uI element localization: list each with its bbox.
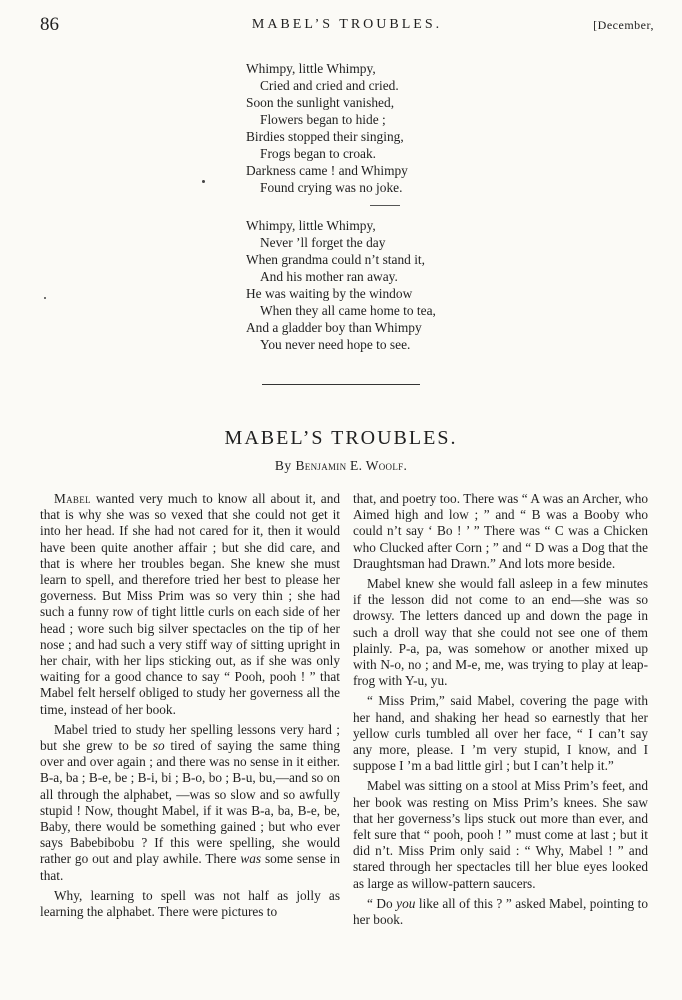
running-header (40, 14, 654, 40)
stanza-divider (370, 205, 400, 206)
poem-stanza-1 (246, 60, 546, 196)
paragraph: Mabel was sitting on a stool at Miss Prim’s feet, and her book was resting on Miss Prim’s knees. She saw that her governess’s lips stuck out more than ever, and felt sure that “ pooh, pooh ! ” must come at last ; but it did n’t. Miss Prim only said : “ Why, Mabel ! ” and stared through her spectacles till her blue eyes looked as large as willow-pattern saucers. (353, 778, 648, 891)
poem-line: Frogs began to croak. (260, 146, 377, 161)
print-speck (44, 297, 46, 299)
print-speck (202, 180, 205, 183)
paragraph-text: “ Do (367, 895, 397, 911)
poem-line: Never ’ll forget the day (260, 235, 386, 250)
paragraph-text: Mabel tried to study her spelling lessons very hard ; but she grew to be (40, 721, 340, 754)
poem-line: When grandma could n’t stand it, (246, 252, 425, 267)
poem-line: You never need hope to see. (260, 337, 411, 352)
paragraph: Mabel knew she would fall asleep in a few minutes if the lesson did not come to an end—she was so drowsy. The letters danced up and down the page in such a droll way that she could not see one of them plainly. P-a, pa, was somehow or another mixed up with N-o, no ; and M-e, me, was trying to play at leap-frog with Y-u, yu. (353, 576, 648, 689)
poem-line: Whimpy, little Whimpy, (246, 61, 376, 76)
paragraph-text: some sense in that. (40, 851, 340, 883)
poem-line: Birdies stopped their singing, (246, 129, 404, 144)
running-title: MABEL’S TROUBLES. (251, 17, 443, 32)
poem-line: When they all came home to tea, (260, 303, 436, 318)
poem-line: Found crying was no joke. (260, 180, 403, 195)
paragraph-text: wanted very much to know all about it, and that is why she was so vexed that she could not get it into her head. If she had not cared for it, then it would have been quite another affair ; but she did care, and that is where her troubles began. She knew she must learn to spell, and therefore tried her best to please her governess. But Miss Prim was so very thin ; she had such a funny row of tight little curls on each side of her head ; wore such big silver spectacles on the tip of her nose ; and had such a very stiff way of sitting upright in her chair, with her lips sticking out, as if she was only waiting for a good chance to say “ Pooh, pooh ! ” that Mabel felt herself obliged to study her governess all the time, instead of her book. (40, 491, 340, 717)
left-column (40, 491, 340, 924)
paragraph (40, 722, 340, 884)
emphasis: you (396, 895, 416, 911)
article-title: MABEL’S TROUBLES. (224, 427, 458, 449)
paragraph-lead: Mabel (54, 491, 91, 506)
paragraph: Why, learning to spell was not half as jolly as learning the alphabet. There were pictures to (40, 887, 340, 920)
author-name: Benjamin E. Woolf. (295, 458, 408, 473)
paragraph-text: tired of saying the same thing over and over again ; and there was no sense in it either. B-a, ba ; B-e, be ; B-i, bi ; B-o, bo ; B-u, bu,—and so on all through the alphabet, —was so slow and so awfully stupid ! Now, thought Mabel, if it was B-a, ba, B-e, be, Baby, there would be something gained ; but who ever says Babebibobu ? If this were spelling, she would rather go out and play awhile. There (40, 738, 340, 867)
poem-line: Soon the sunlight vanished, (246, 95, 395, 110)
emphasis: was (240, 851, 262, 867)
right-column (353, 491, 648, 932)
page-number: 86 (40, 14, 59, 35)
paragraph: “ Miss Prim,” said Mabel, covering the page with her hand, and shaking her head so earnestly that her yellow curls tumbled all over her face, “ I can’t say any more, please. I ’m very stupid, I know, and I suppose I ’m a bad little girl ; but I can’t help it.” (353, 693, 648, 774)
poem (246, 60, 546, 353)
byline-prefix: By (274, 458, 292, 473)
paragraph (40, 491, 340, 718)
poem-line: And a gladder boy than Whimpy (246, 320, 422, 335)
paragraph: that, and poetry too. There was “ A was an Archer, who Aimed high and low ; ” and “ B was a Booby who could n’t say ‘ Bo ! ’ ” There was “ C was a Chicken who Clucked after Corn ; ” and “ D was a Dog that the Draughtsman had Drawn.” And lots more beside. (353, 491, 648, 571)
poem-line: And his mother ran away. (260, 269, 398, 284)
paragraph (353, 896, 648, 928)
section-divider (262, 384, 420, 385)
running-month: [December, (593, 18, 654, 32)
paragraph-text: like all of this ? ” asked Mabel, pointing to her book. (353, 895, 648, 928)
emphasis: so (152, 738, 165, 754)
poem-line: Cried and cried and cried. (260, 78, 399, 93)
poem-line: Flowers began to hide ; (260, 112, 386, 127)
poem-line: Whimpy, little Whimpy, (246, 218, 376, 233)
byline (0, 458, 682, 474)
poem-line: Darkness came ! and Whimpy (246, 163, 408, 178)
poem-stanza-2 (246, 217, 546, 353)
poem-line: He was waiting by the window (246, 286, 413, 301)
